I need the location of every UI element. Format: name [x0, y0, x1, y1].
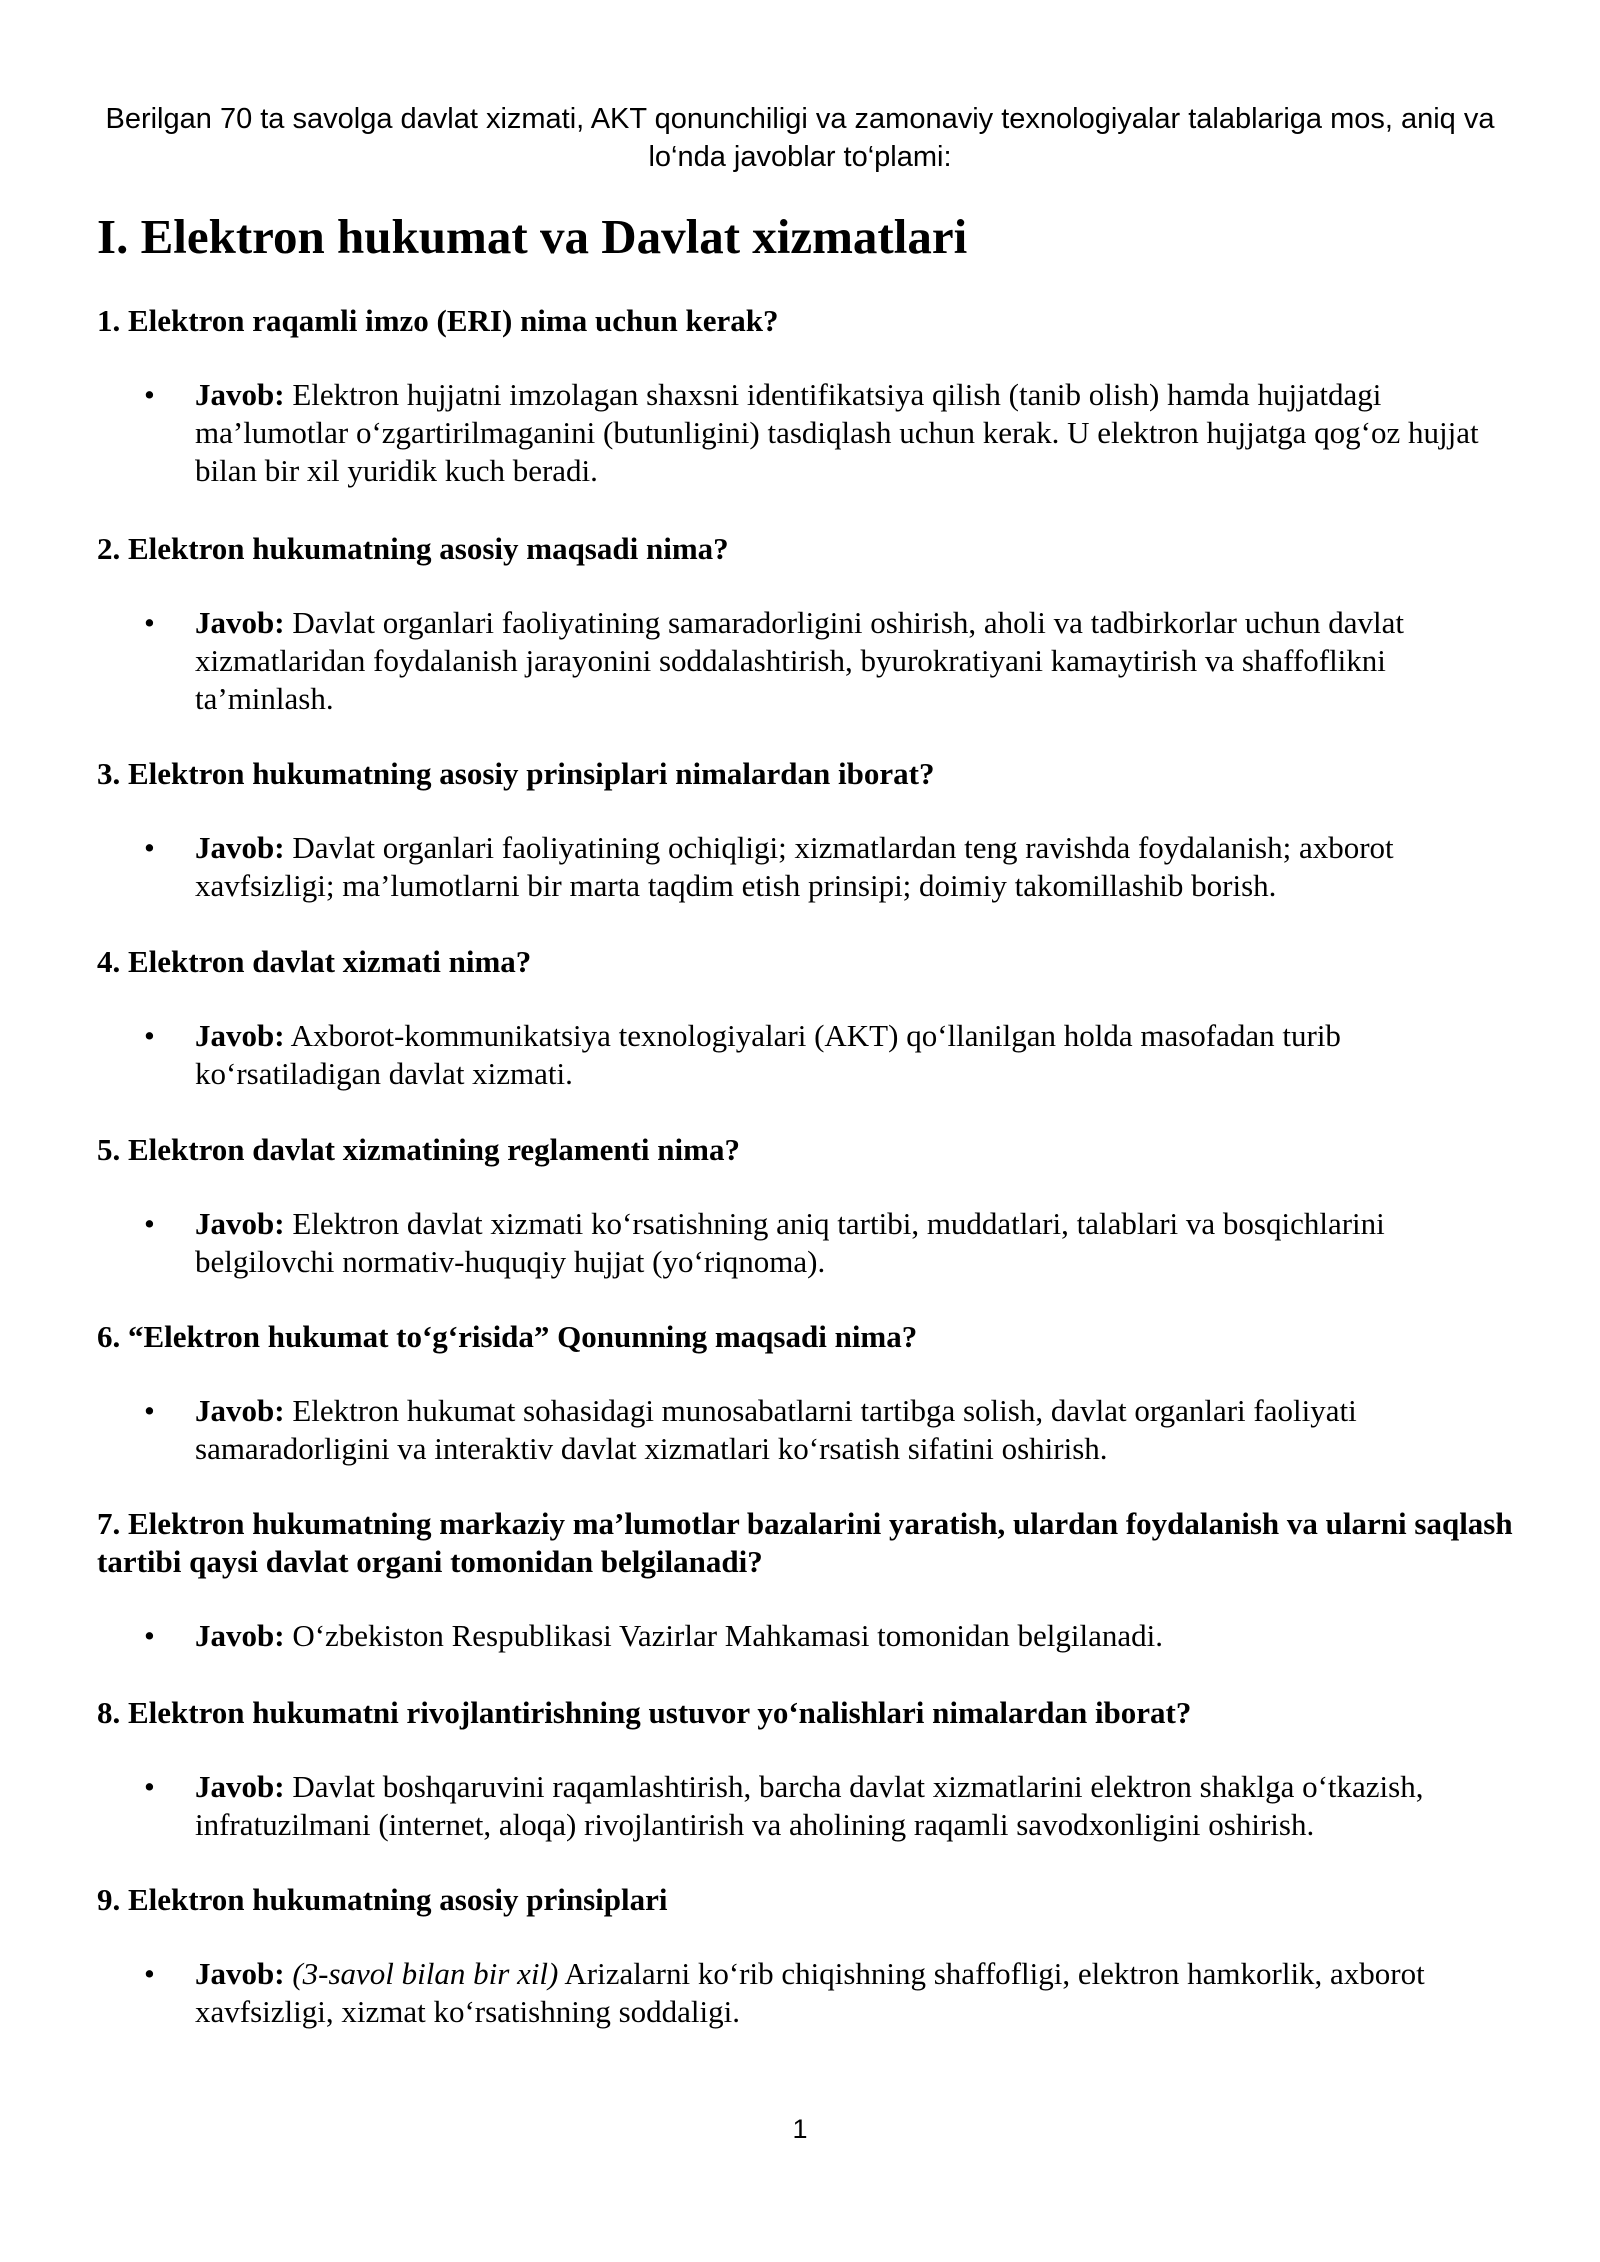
question-2: 2. Elektron hukumatning asosiy maqsadi nima?: [97, 531, 729, 566]
answer-label: Javob:: [195, 1206, 285, 1241]
qa-item-9: [97, 1881, 1517, 2031]
answer-label: Javob:: [195, 1393, 285, 1428]
answer-label: Javob:: [195, 830, 285, 865]
qa-item-7: [97, 1505, 1517, 1655]
answer-label: Javob:: [195, 1769, 285, 1804]
answer-1-text: Elektron hujjatni imzolagan shaxsni identifikatsiya qilish (tanib olish) hamda hujjatdagi ma’lumotlar o‘zgartirilmaganini (butunligini) tasdiqlash uchun kerak. U elektron hujjatga qog‘oz hujjat bilan bir xil yuridik kuch beradi.: [195, 377, 1479, 488]
section-title: I. Elektron hukumat va Davlat xizmatlari: [97, 209, 968, 264]
question-3: 3. Elektron hukumatning asosiy prinsiplari nimalardan iborat?: [97, 756, 935, 791]
answer-2: [97, 604, 1517, 718]
question-7: 7. Elektron hukumatning markaziy ma’lumotlar bazalarini yaratish, ulardan foydalanish va ularni saqlash tartibi qaysi davlat organi tomonidan belgilanadi?: [97, 1506, 1513, 1579]
answer-9-note: (3-savol bilan bir xil): [292, 1956, 559, 1991]
bullet-icon: •: [144, 1206, 155, 1241]
bullet-icon: •: [144, 1618, 155, 1653]
answer-9-text: Arizalarni ko‘rib chiqishning shaffofligi, elektron hamkorlik, axborot xavfsizligi, xizmat ko‘rsatishning soddaligi.: [195, 1956, 1425, 2029]
qa-item-6: [97, 1318, 1517, 1468]
question-9: 9. Elektron hukumatning asosiy prinsiplari: [97, 1882, 668, 1917]
question-5: 5. Elektron davlat xizmatining reglamenti nima?: [97, 1132, 740, 1167]
qa-item-1: [97, 302, 1517, 490]
qa-item-3: [97, 755, 1517, 905]
answer-4: [97, 1017, 1517, 1093]
bullet-icon: •: [144, 1018, 155, 1053]
answer-6-text: Elektron hukumat sohasidagi munosabatlarni tartibga solish, davlat organlari faoliyati samaradorligini va interaktiv davlat xizmatlari ko‘rsatish sifatini oshirish.: [195, 1393, 1357, 1466]
answer-4-text: Axborot-kommunikatsiya texnologiyalari (AKT) qo‘llanilgan holda masofadan turib ko‘rsatiladigan davlat xizmati.: [195, 1018, 1341, 1091]
answer-6: [97, 1392, 1517, 1468]
bullet-icon: •: [144, 1769, 155, 1804]
qa-item-5: [97, 1131, 1517, 1281]
answer-1: [97, 376, 1517, 490]
answer-label: Javob:: [195, 377, 285, 412]
answer-3: [97, 829, 1517, 905]
answer-label: Javob:: [195, 1018, 285, 1053]
intro-text: Berilgan 70 ta savolga davlat xizmati, AKT qonunchiligi va zamonaviy texnologiyalar talablariga mos, aniq va lo‘nda javoblar to‘plami:: [105, 103, 1495, 173]
bullet-icon: •: [144, 377, 155, 412]
bullet-icon: •: [144, 1956, 155, 1991]
bullet-icon: •: [144, 605, 155, 640]
answer-label: Javob:: [195, 605, 285, 640]
answer-3-text: Davlat organlari faoliyatining ochiqligi; xizmatlardan teng ravishda foydalanish; axborot xavfsizligi; ma’lumotlarni bir marta taqdim etish prinsipi; doimiy takomillashib borish.: [195, 830, 1394, 903]
qa-item-8: [97, 1694, 1517, 1844]
answer-7-text: O‘zbekiston Respublikasi Vazirlar Mahkamasi tomonidan belgilanadi.: [292, 1618, 1164, 1653]
answer-2-text: Davlat organlari faoliyatining samaradorligini oshirish, aholi va tadbirkorlar uchun davlat xizmatlaridan foydalanish jarayonini soddalashtirish, byurokratiyani kamaytirish va shaffoflikni ta’minlash.: [195, 605, 1404, 716]
question-1: 1. Elektron raqamli imzo (ERI) nima uchun kerak?: [97, 303, 779, 338]
answer-7: [97, 1617, 1517, 1655]
answer-label: Javob:: [195, 1956, 285, 1991]
page-number: 1: [792, 2114, 808, 2144]
bullet-icon: •: [144, 830, 155, 865]
answer-label: Javob:: [195, 1618, 285, 1653]
question-8: 8. Elektron hukumatni rivojlantirishning ustuvor yo‘nalishlari nimalardan iborat?: [97, 1695, 1192, 1730]
answer-8-text: Davlat boshqaruvini raqamlashtirish, barcha davlat xizmatlarini elektron shaklga o‘tkazish, infratuzilmani (internet, aloqa) rivojlantirish va aholining raqamli savodxonligini oshirish.: [195, 1769, 1424, 1842]
question-4: 4. Elektron davlat xizmati nima?: [97, 944, 532, 979]
qa-item-4: [97, 943, 1517, 1093]
answer-5: [97, 1205, 1517, 1281]
question-6: 6. “Elektron hukumat to‘g‘risida” Qonunning maqsadi nima?: [97, 1319, 918, 1354]
answer-5-text: Elektron davlat xizmati ko‘rsatishning aniq tartibi, muddatlari, talablari va bosqichlarini belgilovchi normativ-huquqiy hujjat (yo‘riqnoma).: [195, 1206, 1385, 1279]
bullet-icon: •: [144, 1393, 155, 1428]
answer-9: [97, 1955, 1517, 2031]
qa-item-2: [97, 530, 1517, 718]
answer-8: [97, 1768, 1517, 1844]
